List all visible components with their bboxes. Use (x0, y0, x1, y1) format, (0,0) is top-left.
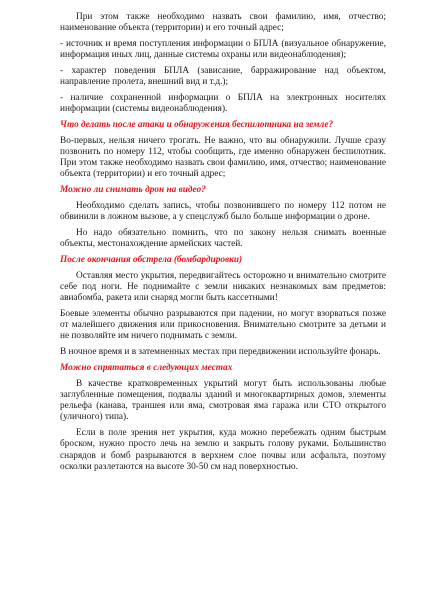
paragraph-temporary-shelters: В качестве кратковременных укрытий могут быть использованы любые заглубленные помещения, подвалы зданий и многоквартирных домов, элементы рельефа (канава, траншея или яма, смотровая яма гаража или СТО открытого (уличного) типа). (60, 378, 386, 423)
list-item-uav-behavior: - характер поведения БПЛА (зависание, барражирование над объектом, направление пролета, внешний вид и т.д.); (60, 66, 386, 88)
heading-filming-drone: Можно ли снимать дрон на видео? (60, 185, 206, 196)
paragraph-make-recording: Необходимо сделать запись, чтобы позвонившего по номеру 112 потом не обвинили в ложном вызове, а у спецслужб было больше информации о дроне. (60, 201, 386, 223)
list-item-info-source: - источник и время поступления информации о БПЛА (визуальное обнаружение, информация иных лиц, данные системы охраны или видеонаблюдения); (60, 39, 386, 61)
paragraph-leaving-shelter: Оставляя место укрытия, передвигайтесь осторожно и внимательно смотрите себе под ноги. Не поднимайте с земли никаких незнакомых вам предметов: авиабомба, ракета или снаряд могли быть кассетными! (60, 270, 386, 304)
paragraph-do-not-touch: Во-первых, нельзя ничего трогать. Не важно, что вы обнаружили. Лучше сразу позвонить по номеру 112, чтобы сообщить, где именно обнаружен беспилотник. При этом также необходимо назвать свои фамилию, имя, отчество; наименование объекта (территории) и его точный адрес; (60, 135, 386, 180)
paragraph-combat-elements: Боевые элементы обычно разрываются при падении, но могут взорваться позже от малейшего движения или прикосновения. Внимательно смотрите за детьми и не позволяйте им ничего поднимать с земли. (60, 309, 386, 342)
heading-hiding-places: Можно спрятаться в следующих местах (60, 363, 233, 373)
paragraph-report-personal-data: При этом также необходимо назвать свои фамилию, имя, отчество; наименование объекта (территории) и его точный адрес; (60, 12, 386, 34)
heading-after-attack: Что делать после атаки и обнаружения беспилотника на земле? (60, 120, 334, 130)
paragraph-no-shelter: Если в поле зрения нет укрытия, куда можно перебежать одним быстрым броском, нужно просто лечь на землю и закрыть голову руками. Большинство снарядов и бомб разрываются в верхнем слое почвы или асфальта, поэтому осколки разлетаются на высоте 30-50 см над поверхностью. (60, 428, 386, 472)
heading-after-shelling: После окончания обстрела (бомбардировки) (60, 255, 243, 265)
paragraph-flashlight: В ночное время и в затемненных местах при передвижении используйте фонарь. (60, 347, 381, 358)
paragraph-military-objects: Но надо обязательно помнить, что по закону нельзя снимать военные объекты, местонахождение армейских частей. (60, 228, 386, 250)
list-item-saved-info: - наличие сохраненной информации о БПЛА на электронных носителях информации (системы видеонаблюдения). (60, 93, 386, 115)
